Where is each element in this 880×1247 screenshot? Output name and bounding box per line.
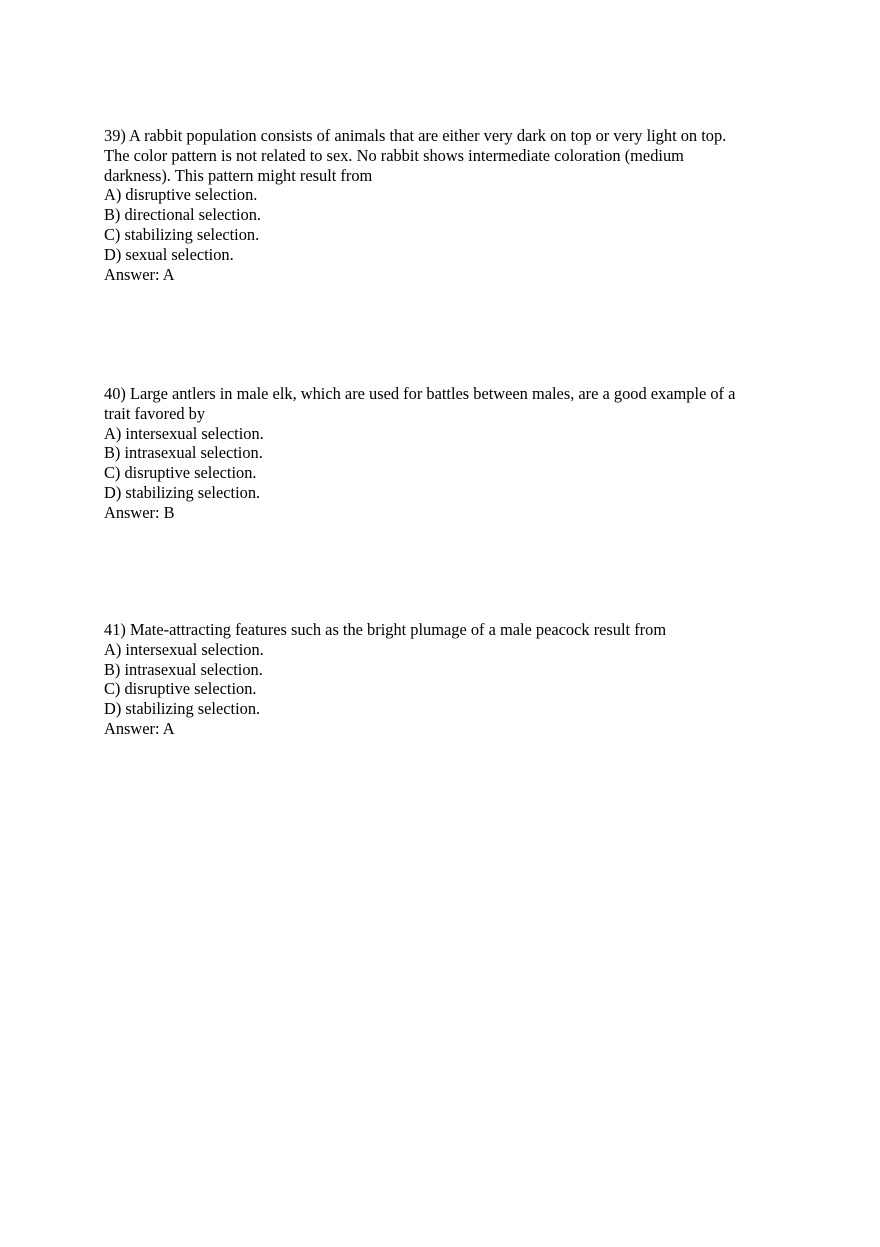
option-b: B) intrasexual selection. xyxy=(104,659,263,679)
answer-line: Answer: B xyxy=(104,502,175,522)
question-stem-line: trait favored by xyxy=(104,403,206,423)
question-stem-line: 40) Large antlers in male elk, which are used for battles between males, are a good example of a xyxy=(104,384,736,403)
question-stem-line: darkness). This pattern might result from xyxy=(104,165,373,185)
question-stem-line: 39) A rabbit population consists of animals that are either very dark on top or very light on top. xyxy=(104,126,727,145)
option-a: A) intersexual selection. xyxy=(104,639,264,659)
option-d: D) stabilizing selection. xyxy=(104,482,261,502)
option-c: C) disruptive selection. xyxy=(104,463,257,483)
question-40 xyxy=(104,384,784,523)
question-stem-line: 41) Mate-attracting features such as the bright plumage of a male peacock result from xyxy=(104,620,667,639)
option-a: A) disruptive selection. xyxy=(104,185,258,205)
option-d: D) sexual selection. xyxy=(104,244,234,264)
option-b: B) directional selection. xyxy=(104,205,262,225)
option-c: C) disruptive selection. xyxy=(104,679,257,699)
option-d: D) stabilizing selection. xyxy=(104,699,261,719)
question-41 xyxy=(104,620,784,739)
question-stem-line: The color pattern is not related to sex. No rabbit shows intermediate coloration (medium xyxy=(104,145,684,165)
option-b: B) intrasexual selection. xyxy=(104,443,263,463)
option-c: C) stabilizing selection. xyxy=(104,224,260,244)
option-a: A) intersexual selection. xyxy=(104,423,264,443)
answer-line: Answer: A xyxy=(104,264,175,284)
answer-line: Answer: A xyxy=(104,718,175,738)
question-39 xyxy=(104,126,784,284)
